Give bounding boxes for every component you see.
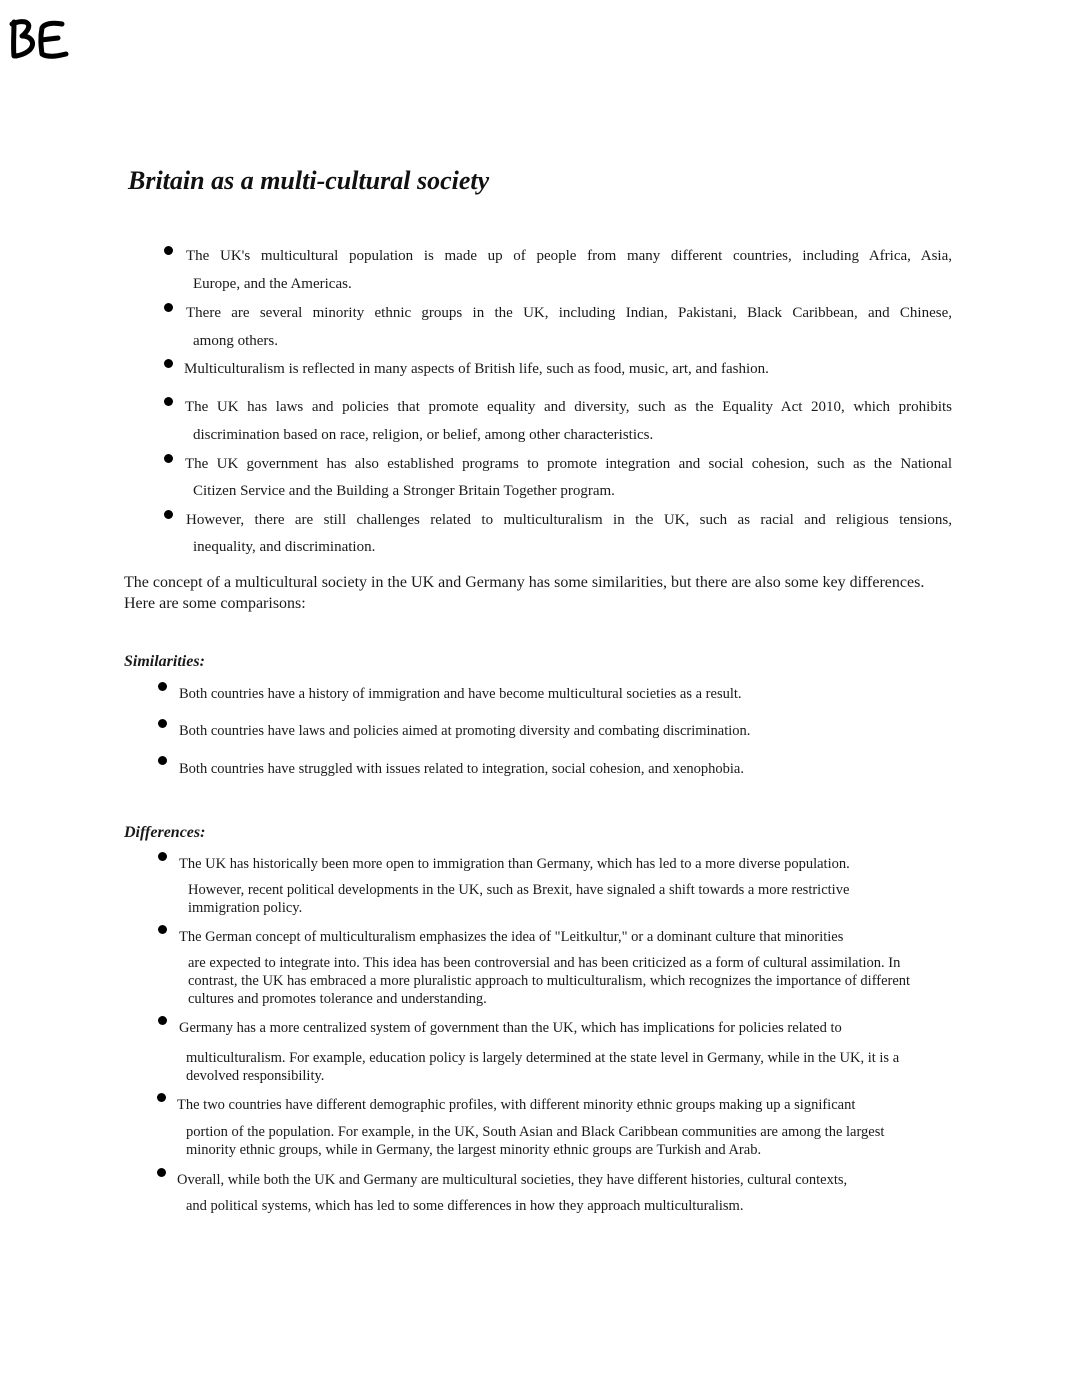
list-item-continued: among others. bbox=[193, 333, 278, 349]
list-item: Both countries have laws and policies aimed at promoting diversity and combating discrimination. bbox=[179, 723, 751, 739]
bullet-icon bbox=[158, 719, 167, 728]
bullet-icon bbox=[158, 852, 167, 861]
list-item: The UK has laws and policies that promote equality and diversity, such as the Equality Act 2010, which prohibits bbox=[185, 399, 952, 415]
bullet-icon bbox=[157, 1093, 166, 1102]
similarities-heading: Similarities: bbox=[124, 653, 205, 670]
list-item: Multiculturalism is reflected in many aspects of British life, such as food, music, art, and fashion. bbox=[184, 361, 769, 377]
bullet-icon bbox=[164, 397, 173, 406]
bullet-icon bbox=[164, 303, 173, 312]
list-item: The UK's multicultural population is made up of people from many different countries, including Africa, Asia, bbox=[186, 248, 952, 264]
page-title: Britain as a multi-cultural society bbox=[128, 166, 490, 195]
bullet-icon bbox=[158, 682, 167, 691]
list-item-continued: and political systems, which has led to some differences in how they approach multiculturalism. bbox=[186, 1198, 744, 1214]
list-item-continued: multiculturalism. For example, education policy is largely determined at the state level in Germany, while in the UK, it is a devolved responsibility. bbox=[186, 1050, 900, 1084]
bullet-icon bbox=[158, 756, 167, 765]
list-item: Both countries have a history of immigration and have become multicultural societies as a result. bbox=[179, 686, 742, 702]
list-item: There are several minority ethnic groups in the UK, including Indian, Pakistani, Black Caribbean, and Chinese, bbox=[186, 305, 952, 321]
intro-paragraph: The concept of a multicultural society in the UK and Germany has some similarities, but there are also some key differences. Here are some comparisons: bbox=[124, 574, 925, 612]
list-item: The UK government has also established programs to promote integration and social cohesion, such as the National bbox=[185, 456, 952, 472]
bullet-icon bbox=[164, 246, 173, 255]
bullet-icon bbox=[158, 1016, 167, 1025]
list-item-continued: inequality, and discrimination. bbox=[193, 539, 376, 555]
list-item: Both countries have struggled with issues related to integration, social cohesion, and xenophobia. bbox=[179, 761, 744, 777]
list-item: Germany has a more centralized system of government than the UK, which has implications for policies related to bbox=[179, 1020, 842, 1036]
list-item-continued: However, recent political developments in the UK, such as Brexit, have signaled a shift towards a more restrictive immigration policy. bbox=[188, 882, 850, 916]
bullet-icon bbox=[158, 925, 167, 934]
list-item-continued: discrimination based on race, religion, or belief, among other characteristics. bbox=[193, 427, 654, 443]
list-item-continued: Citizen Service and the Building a Stronger Britain Together program. bbox=[193, 483, 615, 499]
list-item-continued: Europe, and the Americas. bbox=[193, 276, 352, 292]
brand-logo bbox=[8, 16, 70, 62]
list-item: The UK has historically been more open to immigration than Germany, which has led to a more diverse population. bbox=[179, 856, 850, 872]
list-item-continued: portion of the population. For example, in the UK, South Asian and Black Caribbean communities are among the largest minority ethnic groups, while in Germany, the largest minority ethnic groups are Turkish and Arab. bbox=[186, 1124, 885, 1158]
list-item: The two countries have different demographic profiles, with different minority ethnic groups making up a significant bbox=[177, 1097, 856, 1113]
list-item-continued: are expected to integrate into. This idea has been controversial and has been criticized as a form of cultural assimilation. In contrast, the UK has embraced a more pluralistic approach to multiculturalism, which recognizes the importance of different cultures and promotes tolerance and understanding. bbox=[188, 955, 911, 1007]
bullet-icon bbox=[164, 454, 173, 463]
bullet-icon bbox=[164, 510, 173, 519]
bullet-icon bbox=[157, 1168, 166, 1177]
list-item: However, there are still challenges related to multiculturalism in the UK, such as racial and religious tensions, bbox=[186, 512, 952, 528]
bullet-icon bbox=[164, 359, 173, 368]
differences-heading: Differences: bbox=[124, 824, 206, 841]
list-item: Overall, while both the UK and Germany are multicultural societies, they have different histories, cultural contexts, bbox=[177, 1172, 848, 1188]
list-item: The German concept of multiculturalism emphasizes the idea of "Leitkultur," or a dominant culture that minorities bbox=[179, 929, 844, 945]
